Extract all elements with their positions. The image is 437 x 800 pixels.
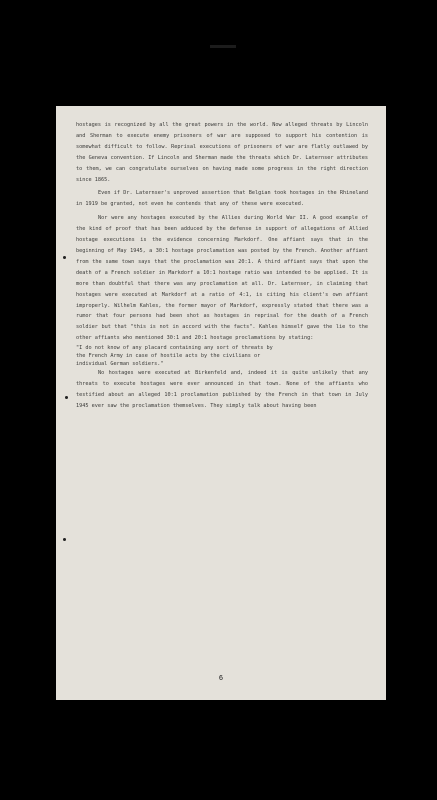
scan-mark <box>210 45 236 48</box>
document-page <box>56 106 386 700</box>
punch-hole-mark <box>65 396 68 399</box>
punch-hole-mark <box>63 538 66 541</box>
page-number: 6 <box>218 674 224 682</box>
paragraph: Even if Dr. Laternser's unproved assertion that Belgian took hostages in the Rhineland in 1919 be granted, not even he contends that any of these were executed. <box>76 190 368 208</box>
paragraph: hostages is recognized by all the great powers in the world. Now alleged threats by Lincoln and Sherman to execute enemy prisoners of war are supposed to support his contention is somewhat difficult to follow. Reprisal executions of prisoners of war are flatly outlawed by the Geneva convention. If Lincoln and Sherman made the threats which Dr. Laternser attributes to them, we can congratulate ourselves on having made some progress in the right direction since 1865. <box>76 122 368 183</box>
paragraph: Nor were any hostages executed by the Allies during World War II. A good example of the kind of proof that has been adduced by the defense in support of allegations of Allied hostage executions is the evidence concerning Markdorf. One affiant says that in the beginning of May 1945, a 30:1 hostage proclamation was posted by the French. Another affiant from the same town says that the proclamation was 20:1. A third affiant says that upon the death of a French soldier in Markdorf a 10:1 hostage ratio was intended to be applied. It is more than doubtful that there was any proclamation at all. Dr. Laternser, in claiming that hostages were executed at Markdorf at a ratio of 4:1, is citing his client's own affiant improperly. Wilhelm Kahles, the former mayor of Markdorf, expressly stated that there was a rumor that four persons had been shot as hostages in reprisal for the death of a French soldier but that "this is not in accord with the facts". Kahles himself gave the lie to the other affiants who mentioned 30:1 and 20:1 hostage proclamations by stating: <box>76 215 368 342</box>
paragraph: No hostages were executed at Birkenfeld and, indeed it is quite unlikely that any threats to execute hostages were ever announced in that town. None of the affiants who testified about an alleged 10:1 proclamation published by the French in that town in July 1945 ever saw the proclamation themselves. They simply talk about having been <box>76 370 368 409</box>
punch-hole-mark <box>63 256 66 259</box>
document-body <box>76 120 368 412</box>
block-quote: "I do not know of any placard containing any sort of threats by the French Army in case of hostile acts by the civilians or individual German soldiers." <box>76 345 273 368</box>
